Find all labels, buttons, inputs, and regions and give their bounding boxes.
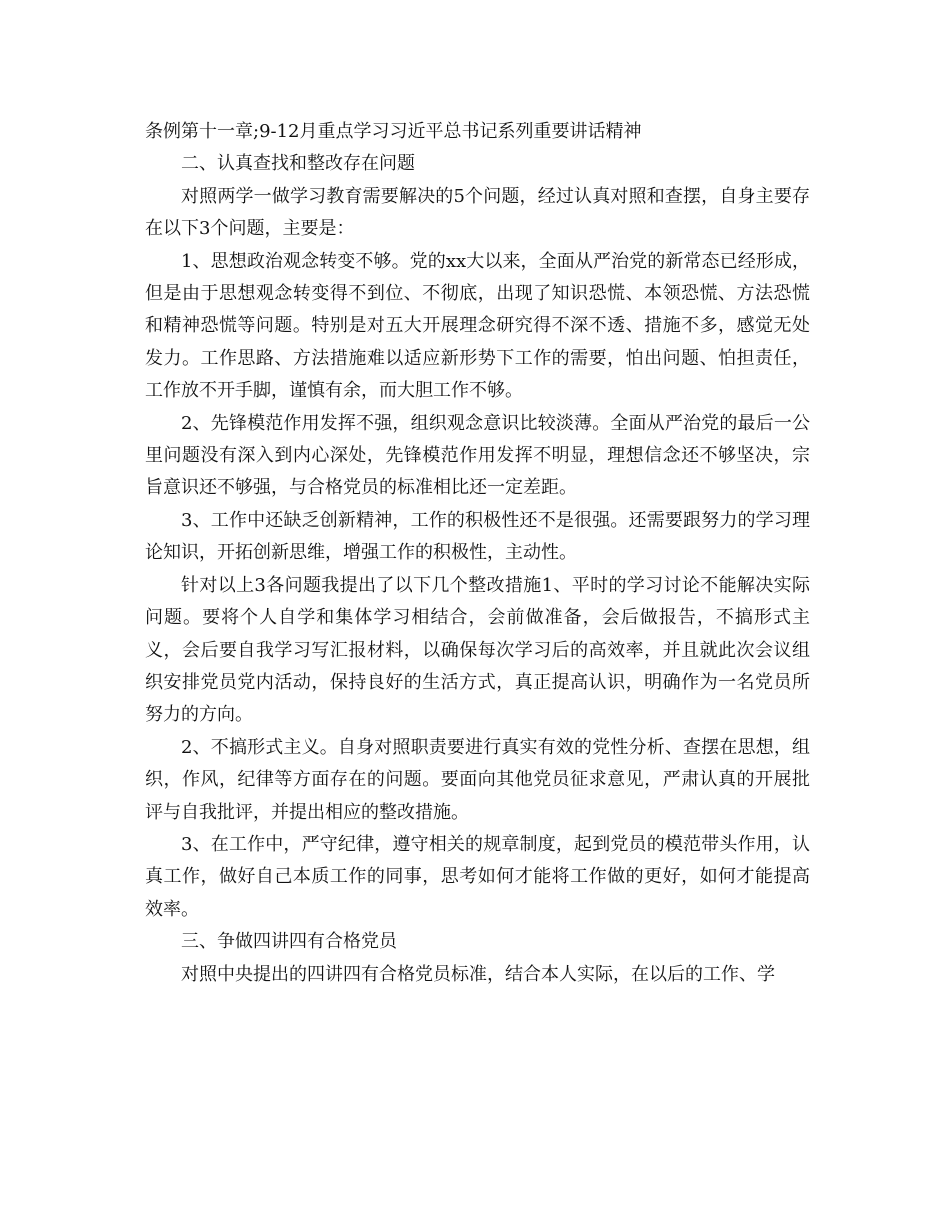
section-heading-3: 三、争做四讲四有合格党员 — [181, 931, 397, 953]
paragraph: 针对以上3各问题我提出了以下几个整改措施1、平时的学习讨论不能解决实际问题。要将个人自学和集体学习相结合，会前做准备，会后做报告，不搞形式主义，会后要自我学习写汇报材料，以确保每次学习后的高效率，并且就此次会议组织安排党员党内活动，保持良好的生活方式，真正提高认识，明确作为一名党员所努力的方向。 — [145, 574, 810, 726]
paragraph: 3、工作中还缺乏创新精神，工作的积极性还不是很强。还需要跟努力的学习理论知识，开拓创新思维，增强工作的积极性，主动性。 — [145, 509, 810, 564]
paragraph-heading-line: 条例第十一章;9-12月重点学习习近平总书记系列重要讲话精神 — [145, 121, 642, 142]
paragraph: 3、在工作中，严守纪律，遵守相关的规章制度，起到党员的模范带头作用，认真工作，做好自己本质工作的同事，思考如何才能将工作做的更好，如何才能提高效率。 — [145, 833, 810, 920]
paragraph: 对照中央提出的四讲四有合格党员标准，结合本人实际，在以后的工作、学 — [181, 963, 775, 985]
paragraph: 对照两学一做学习教育需要解决的5个问题，经过认真对照和查摆，自身主要存在以下3个问题，主要是： — [145, 185, 810, 240]
document-body — [145, 116, 810, 991]
paragraph: 1、思想政治观念转变不够。党的xx大以来，全面从严治党的新常态已经形成，但是由于思想观念转变得不到位、不彻底，出现了知识恐慌、本领恐慌、方法恐慌和精神恐慌等问题。特别是对五大开展理念研究得不深不透、措施不多，感觉无处发力。工作思路、方法措施难以适应新形势下工作的需要，怕出问题、怕担责任，工作放不开手脚，谨慎有余，而大胆工作不够。 — [145, 250, 810, 402]
paragraph: 2、不搞形式主义。自身对照职责要进行真实有效的党性分析、查摆在思想，组织，作风，纪律等方面存在的问题。要面向其他党员征求意见，严肃认真的开展批评与自我批评，并提出相应的整改措施。 — [145, 736, 810, 823]
section-heading-2: 二、认真查找和整改存在问题 — [181, 153, 415, 175]
paragraph: 2、先锋模范作用发挥不强，组织观念意识比较淡薄。全面从严治党的最后一公里问题没有深入到内心深处，先锋模范作用发挥不明显，理想信念还不够坚决，宗旨意识还不够强，与合格党员的标准相比还一定差距。 — [145, 412, 810, 499]
